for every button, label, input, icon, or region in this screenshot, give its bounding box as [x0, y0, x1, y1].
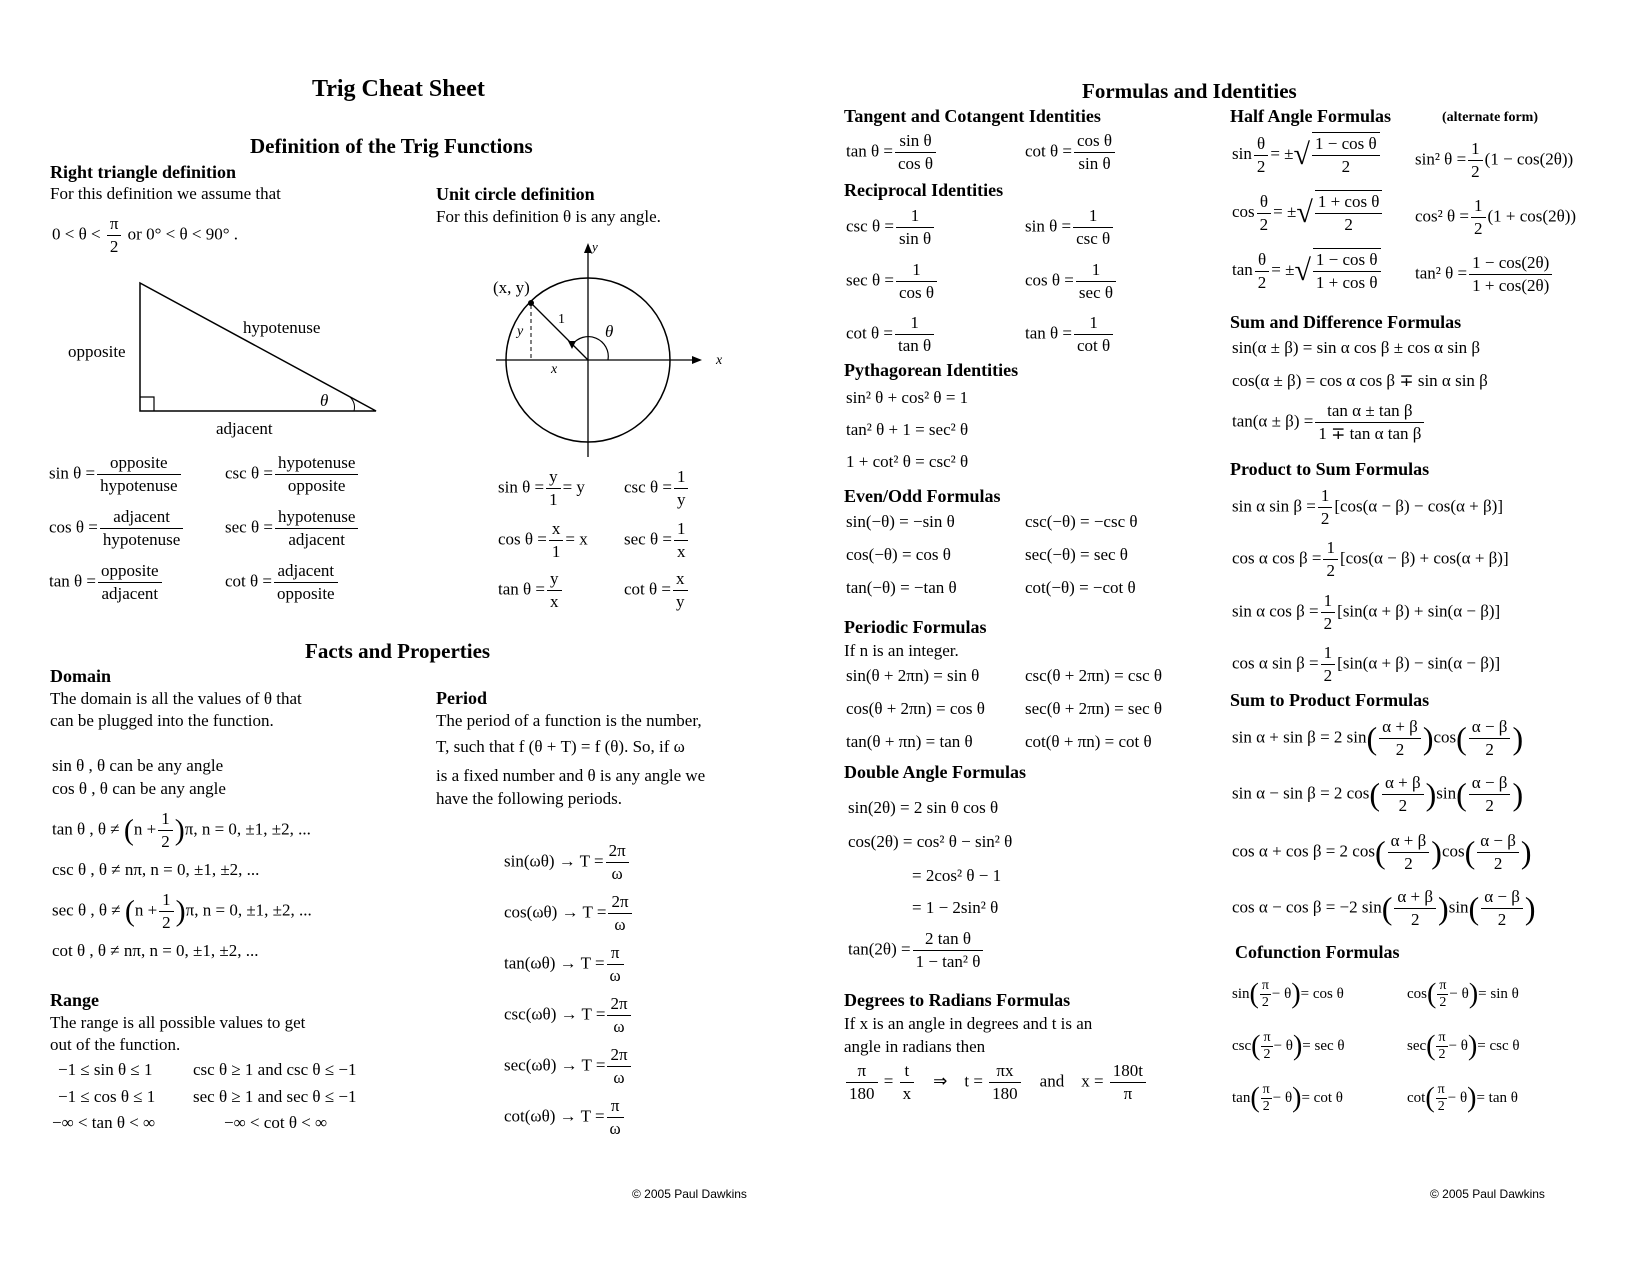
even-odd-cot: cot(−θ) = −cot θ: [1025, 578, 1136, 597]
sum-diff-tan: tan(α ± β) = $\frac{\text{tan α ± tan β}}{\text{1 ∓ tan α tan β}}$: [1232, 400, 1426, 445]
domain-text-2: can be plugged into the function.: [50, 711, 274, 730]
range-csc: csc θ ≥ 1 and csc θ ≤ −1: [193, 1060, 357, 1079]
uc-label-y: y: [517, 324, 524, 339]
double-sin: sin(2θ) = 2 sin θ cos θ: [848, 798, 999, 817]
even-odd-cos: cos(−θ) = cos θ: [846, 545, 951, 564]
uc-label-one: 1: [558, 312, 565, 327]
half-angle-alt-label: (alternate form): [1442, 110, 1539, 125]
svg-text:x: x: [716, 353, 723, 368]
recip-cos: cos θ = $\frac{1}{\text{sec θ}}$: [1025, 259, 1118, 304]
pythagorean-heading: Pythagorean Identities: [844, 360, 1019, 380]
uc-csc: csc θ = $\frac{1}{y}$: [624, 466, 690, 511]
cot-identity: cot θ = $\frac{\text{cos θ}}{\text{sin θ}}$: [1025, 130, 1117, 175]
sum-prod-heading: Sum to Product Formulas: [1230, 690, 1430, 710]
pyth-2: tan² θ + 1 = sec² θ: [846, 420, 969, 439]
periodic-csc: csc(θ + 2πn) = csc θ: [1025, 666, 1163, 685]
period-text-1: The period of a function is the number,: [436, 711, 702, 730]
cofunction-heading: Cofunction Formulas: [1235, 942, 1400, 962]
domain-tan: tan θ , θ ≠ (n + $\frac{1}{2}$ )π, n = 0, ±1, ±2, ...: [52, 809, 311, 851]
deg-rad-text-2: angle in radians then: [844, 1037, 986, 1056]
uc-point-label: (x, y): [493, 278, 530, 297]
cofunction-sec: sec( $\frac{\pi}{2}$ − θ)= csc θ: [1407, 1030, 1520, 1062]
range-tan: −∞ < tan θ < ∞: [52, 1113, 156, 1132]
periodic-cos: cos(θ + 2πn) = cos θ: [846, 699, 985, 718]
domain-sec: sec θ , θ ≠ (n + $\frac{1}{2}$ )π, n = 0, ±1, ±2, ...: [52, 890, 312, 932]
range-heading: Range: [50, 990, 99, 1010]
range-text-1: The range is all possible values to get: [50, 1013, 306, 1032]
half-cos-alt: cos² θ = $\frac{1}{2}$ (1 + cos(2θ)): [1415, 196, 1577, 238]
cofunction-sin: sin( $\frac{\pi}{2}$ − θ)= cos θ: [1232, 978, 1344, 1010]
unit-circle-diagram: [480, 235, 723, 460]
uc-sec: sec θ = $\frac{1}{x}$: [624, 518, 690, 563]
label-theta: θ: [320, 391, 329, 410]
uc-label-x: x: [551, 362, 558, 377]
angle-condition: 0 < θ < $\frac{\pi}{2}$ or 0° < θ < 90° .: [52, 214, 238, 256]
reciprocal-heading: Reciprocal Identities: [844, 180, 1004, 200]
double-tan: tan(2θ) = $\frac{\text{2 tan θ}}{\text{1 − tan² θ}}$: [848, 928, 985, 973]
half-sin-alt: sin² θ = $\frac{1}{2}$ (1 − cos(2θ)): [1415, 139, 1574, 181]
svg-text:y: y: [592, 239, 598, 254]
sum-prod-2: sin α − sin β = 2 cos( $\frac{\alpha + \beta}{2}$ )sin( $\frac{\alpha - \beta}{2}$ ): [1232, 773, 1524, 815]
uc-cot: cot θ = $\frac{x}{y}$: [624, 568, 690, 613]
uc-cos: cos θ = $\frac{x}{1}$ = x: [498, 519, 588, 561]
prod-sum-2: cos α cos β = $\frac{1}{2}$ [cos(α − β) + cos(α + β)]: [1232, 538, 1509, 580]
domain-heading: Domain: [50, 666, 112, 686]
period-cos: cos(ωθ) → T = $\frac{2\pi}{\omega}$: [504, 891, 634, 936]
deg-rad-heading: Degrees to Radians Formulas: [844, 990, 1071, 1010]
right-title: Formulas and Identities: [1082, 79, 1297, 103]
rt-tan: tan θ = $\frac{\text{opposite}}{\text{adjacent}}$: [49, 560, 164, 605]
right-copyright: © 2005 Paul Dawkins: [1430, 1187, 1545, 1201]
definition-heading: Definition of the Trig Functions: [250, 134, 533, 158]
range-sin: −1 ≤ sin θ ≤ 1: [58, 1060, 153, 1079]
sum-prod-3: cos α + cos β = 2 cos( $\frac{\alpha + \beta}{2}$ )cos( $\frac{\alpha - \beta}{2}$ ): [1232, 831, 1532, 873]
periodic-tan: tan(θ + πn) = tan θ: [846, 732, 973, 751]
pyth-3: 1 + cot² θ = csc² θ: [846, 452, 969, 471]
period-heading: Period: [436, 688, 487, 708]
range-cot: −∞ < cot θ < ∞: [224, 1113, 328, 1132]
period-sin: sin(ωθ) → T = $\frac{2\pi}{\omega}$: [504, 840, 631, 885]
prod-sum-heading: Product to Sum Formulas: [1230, 459, 1430, 479]
period-csc: csc(ωθ) → T = $\frac{2\pi}{\omega}$: [504, 993, 633, 1038]
even-odd-sec: sec(−θ) = sec θ: [1025, 545, 1128, 564]
domain-sin: sin θ , θ can be any angle: [52, 756, 224, 775]
period-text-4: have the following periods.: [436, 789, 623, 808]
uc-label-theta: θ: [605, 322, 614, 341]
sum-diff-cos: cos(α ± β) = cos α cos β ∓ sin α sin β: [1232, 371, 1488, 390]
recip-tan: tan θ = $\frac{1}{\text{cot θ}}$: [1025, 312, 1115, 357]
double-cos-alt-2: = 1 − 2sin² θ: [912, 898, 999, 917]
recip-csc: csc θ = $\frac{1}{\text{sin θ}}$: [846, 205, 936, 250]
domain-text-1: The domain is all the values of θ that: [50, 689, 302, 708]
range-cos: −1 ≤ cos θ ≤ 1: [58, 1087, 156, 1106]
half-tan-alt: tan² θ = $\frac{1 - \cos(2\theta)}{1 + \cos(2\theta)}$: [1415, 252, 1554, 297]
unit-circle-intro: For this definition θ is any angle.: [436, 207, 661, 226]
facts-heading: Facts and Properties: [305, 639, 491, 663]
period-sec: sec(ωθ) → T = $\frac{2\pi}{\omega}$: [504, 1044, 633, 1089]
tan-identity: tan θ = $\frac{\text{sin θ}}{\text{cos θ}}$: [846, 130, 938, 175]
pyth-1: sin² θ + cos² θ = 1: [846, 388, 969, 407]
cofunction-csc: csc( $\frac{\pi}{2}$ − θ)= sec θ: [1232, 1030, 1345, 1062]
rt-cos: cos θ = $\frac{\text{adjacent}}{\text{hypotenuse}}$: [49, 506, 185, 551]
cofunction-tan: tan( $\frac{\pi}{2}$ − θ)= cot θ: [1232, 1082, 1343, 1114]
rt-csc: csc θ = $\frac{\text{hypotenuse}}{\text{opposite}}$: [225, 452, 360, 497]
tan-cot-heading: Tangent and Cotangent Identities: [844, 106, 1101, 126]
label-hypotenuse: hypotenuse: [243, 318, 321, 337]
sum-prod-4: cos α − cos β = −2 sin( $\frac{\alpha + \beta}{2}$ )sin( $\frac{\alpha - \beta}{2}$ ): [1232, 887, 1536, 929]
label-adjacent: adjacent: [216, 419, 273, 438]
domain-cos: cos θ , θ can be any angle: [52, 779, 226, 798]
uc-sin: sin θ = $\frac{y}{1}$ = y: [498, 467, 585, 509]
periodic-cot: cot(θ + πn) = cot θ: [1025, 732, 1152, 751]
period-tan: tan(ωθ) → T = $\frac{\pi}{\omega}$: [504, 942, 626, 987]
periodic-heading: Periodic Formulas: [844, 617, 987, 637]
recip-sec: sec θ = $\frac{1}{\text{cos θ}}$: [846, 259, 939, 304]
prod-sum-1: sin α sin β = $\frac{1}{2}$ [cos(α − β) − cos(α + β)]: [1232, 486, 1503, 528]
label-opposite: opposite: [68, 342, 126, 361]
rt-sin: sin θ = $\frac{\text{opposite}}{\text{hypotenuse}}$: [49, 452, 183, 497]
half-tan: tan $\frac{\theta}{2}$ = ±√ $\frac{\text{1 − cos θ}}{\text{1 + cos θ}}$: [1232, 248, 1383, 294]
range-text-2: out of the function.: [50, 1035, 181, 1054]
left-copyright: © 2005 Paul Dawkins: [632, 1187, 747, 1201]
unit-circle-heading: Unit circle definition: [436, 184, 595, 204]
domain-cot: cot θ , θ ≠ nπ, n = 0, ±1, ±2, ...: [52, 941, 259, 960]
recip-cot: cot θ = $\frac{1}{\text{tan θ}}$: [846, 312, 936, 357]
right-triangle-intro: For this definition we assume that: [50, 184, 281, 203]
double-cos-alt-1: = 2cos² θ − 1: [912, 866, 1002, 885]
half-sin: sin $\frac{\theta}{2}$ = ±√ $\frac{\text{1 − cos θ}}{2}$: [1232, 132, 1382, 178]
half-angle-heading: Half Angle Formulas: [1230, 106, 1391, 126]
periodic-sin: sin(θ + 2πn) = sin θ: [846, 666, 980, 685]
prod-sum-3: sin α cos β = $\frac{1}{2}$ [sin(α + β) + sin(α − β)]: [1232, 591, 1501, 633]
recip-sin: sin θ = $\frac{1}{\text{csc θ}}$: [1025, 205, 1115, 250]
periodic-intro: If n is an integer.: [844, 641, 959, 660]
prod-sum-4: cos α sin β = $\frac{1}{2}$ [sin(α + β) − sin(α − β)]: [1232, 643, 1501, 685]
deg-rad-text-1: If x is an angle in degrees and t is an: [844, 1014, 1093, 1033]
cofunction-cot: cot( $\frac{\pi}{2}$ − θ)= tan θ: [1407, 1082, 1518, 1114]
period-text-2: T, such that f (θ + T) = f (θ). So, if ω: [436, 737, 685, 756]
half-cos: cos $\frac{\theta}{2}$ = ±√ $\frac{\text{1 + cos θ}}{2}$: [1232, 190, 1384, 236]
uc-tan: tan θ = $\frac{y}{x}$: [498, 568, 564, 613]
domain-csc: csc θ , θ ≠ nπ, n = 0, ±1, ±2, ...: [52, 860, 260, 879]
even-odd-heading: Even/Odd Formulas: [844, 486, 1001, 506]
rt-sec: sec θ = $\frac{\text{hypotenuse}}{\text{adjacent}}$: [225, 506, 360, 551]
double-angle-heading: Double Angle Formulas: [844, 762, 1027, 782]
even-odd-csc: csc(−θ) = −csc θ: [1025, 512, 1138, 531]
left-title: Trig Cheat Sheet: [312, 76, 485, 102]
double-cos: cos(2θ) = cos² θ − sin² θ: [848, 832, 1013, 851]
right-triangle-heading: Right triangle definition: [50, 162, 237, 182]
sum-diff-heading: Sum and Difference Formulas: [1230, 312, 1462, 332]
even-odd-sin: sin(−θ) = −sin θ: [846, 512, 955, 531]
range-sec: sec θ ≥ 1 and sec θ ≤ −1: [193, 1087, 357, 1106]
period-cot: cot(ωθ) → T = $\frac{\pi}{\omega}$: [504, 1095, 626, 1140]
deg-rad-formula: $\frac{\pi}{180}$ = $\frac{t}{x}$ ⇒ t = $\frac{\pi x}{180}$ and x = $\frac{180t}{\pi}$: [844, 1060, 1148, 1105]
sum-diff-sin: sin(α ± β) = sin α cos β ± cos α sin β: [1232, 338, 1481, 357]
cofunction-cos: cos( $\frac{\pi}{2}$ − θ)= sin θ: [1407, 978, 1519, 1010]
rt-cot: cot θ = $\frac{\text{adjacent}}{\text{opposite}}$: [225, 560, 340, 605]
sum-prod-1: sin α + sin β = 2 sin( $\frac{\alpha + \beta}{2}$ )cos( $\frac{\alpha - \beta}{2}$ ): [1232, 717, 1524, 759]
periodic-sec: sec(θ + 2πn) = sec θ: [1025, 699, 1163, 718]
even-odd-tan: tan(−θ) = −tan θ: [846, 578, 957, 597]
period-text-3: is a fixed number and θ is any angle we: [436, 766, 706, 785]
